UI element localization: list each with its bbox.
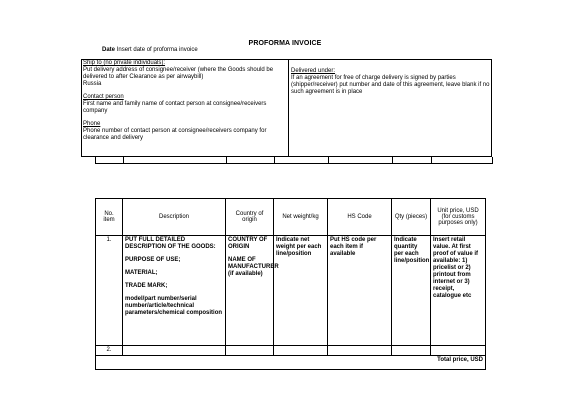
ship-to-country: Russia xyxy=(83,81,102,87)
date-label: Date xyxy=(102,47,116,53)
row-country xyxy=(226,346,274,356)
row-hs xyxy=(328,346,392,356)
header-hs-code: HS Code xyxy=(328,199,392,236)
desc-line: TRADE MARK; xyxy=(125,283,168,289)
contact-person-text: First name and family name of contact person at consignee/receivers company xyxy=(83,101,267,114)
stub-divider xyxy=(123,157,124,164)
table-header-row xyxy=(96,199,486,236)
empty-stub-row xyxy=(95,157,492,164)
row-price: Insert retail value. At first proof of value if available: 1) pricelist or 2) printout from internet or 3) receipt, catalogue etc xyxy=(431,236,486,346)
row-weight xyxy=(274,346,328,356)
header-description: Description xyxy=(123,199,226,236)
delivered-under-label: Delivered under: xyxy=(291,68,336,74)
row-country xyxy=(226,236,279,346)
stub-divider xyxy=(226,157,227,164)
invoice-title: PROFORMA INVOICE xyxy=(248,40,322,47)
desc-line: PUT FULL DETAILED DESCRIPTION OF THE GOODS: xyxy=(125,237,216,250)
ship-to-column xyxy=(83,60,283,148)
delivered-under-column xyxy=(291,68,491,96)
stub-divider xyxy=(274,157,275,164)
header-qty: Qty (pieces) xyxy=(392,199,431,236)
header-country: Country of origin xyxy=(226,199,274,236)
stub-divider xyxy=(431,157,432,164)
row-qty xyxy=(392,346,431,356)
stub-divider xyxy=(392,157,393,164)
ship-to-label: Ship to (no private individuals): xyxy=(83,60,166,66)
row-no: 1. xyxy=(96,236,123,346)
table-row xyxy=(96,346,486,356)
header-net-weight: Net weight/kg xyxy=(274,199,328,236)
country-line: NAME OF MANUFACTURER (if available) xyxy=(228,257,279,277)
row-description xyxy=(123,346,226,356)
row-qty: Indicate quantity per each line/position xyxy=(392,236,431,346)
row-description xyxy=(123,236,226,346)
header-unit-price: Unit price, USD (for customs purposes only) xyxy=(431,199,486,236)
row-weight: Indicate net weight per each line/position xyxy=(274,236,328,346)
table-row xyxy=(96,236,486,346)
row-no: 2. xyxy=(96,346,123,356)
country-line: COUNTRY OF ORIGIN xyxy=(228,237,268,250)
delivered-under-text: If an agreement for free of charge delivery is signed by parties (shipper/receiver) put number and date of this agreement, leave blank if no such agreement is in place xyxy=(291,75,490,95)
date-line xyxy=(102,47,198,53)
desc-line: model/part number/serial number/article/technical parameters/chemical composition xyxy=(125,296,223,316)
row-hs: Put HS code per each item if available xyxy=(328,236,392,346)
desc-line: MATERIAL; xyxy=(125,270,158,276)
stub-divider xyxy=(492,157,493,164)
total-price-label: Total price, USD xyxy=(96,356,486,370)
total-row xyxy=(96,356,486,370)
row-price xyxy=(431,346,486,356)
phone-text: Phone number of contact person at consignee/receivers company for clearance and delivery xyxy=(83,128,267,141)
contact-person-label: Contact person xyxy=(83,94,124,100)
desc-line: PURPOSE OF USE; xyxy=(125,257,181,263)
ship-to-text: Put delivery address of consignee/receiver (where the Goods should be delivered to after Clearance as per airwaybill) xyxy=(83,67,274,80)
phone-label: Phone xyxy=(83,121,101,127)
stub-divider xyxy=(328,157,329,164)
items-table xyxy=(95,198,486,370)
date-value: Insert date of proforma invoice xyxy=(116,47,198,53)
address-box-divider xyxy=(288,60,289,156)
header-no-item: No. item xyxy=(96,199,123,236)
